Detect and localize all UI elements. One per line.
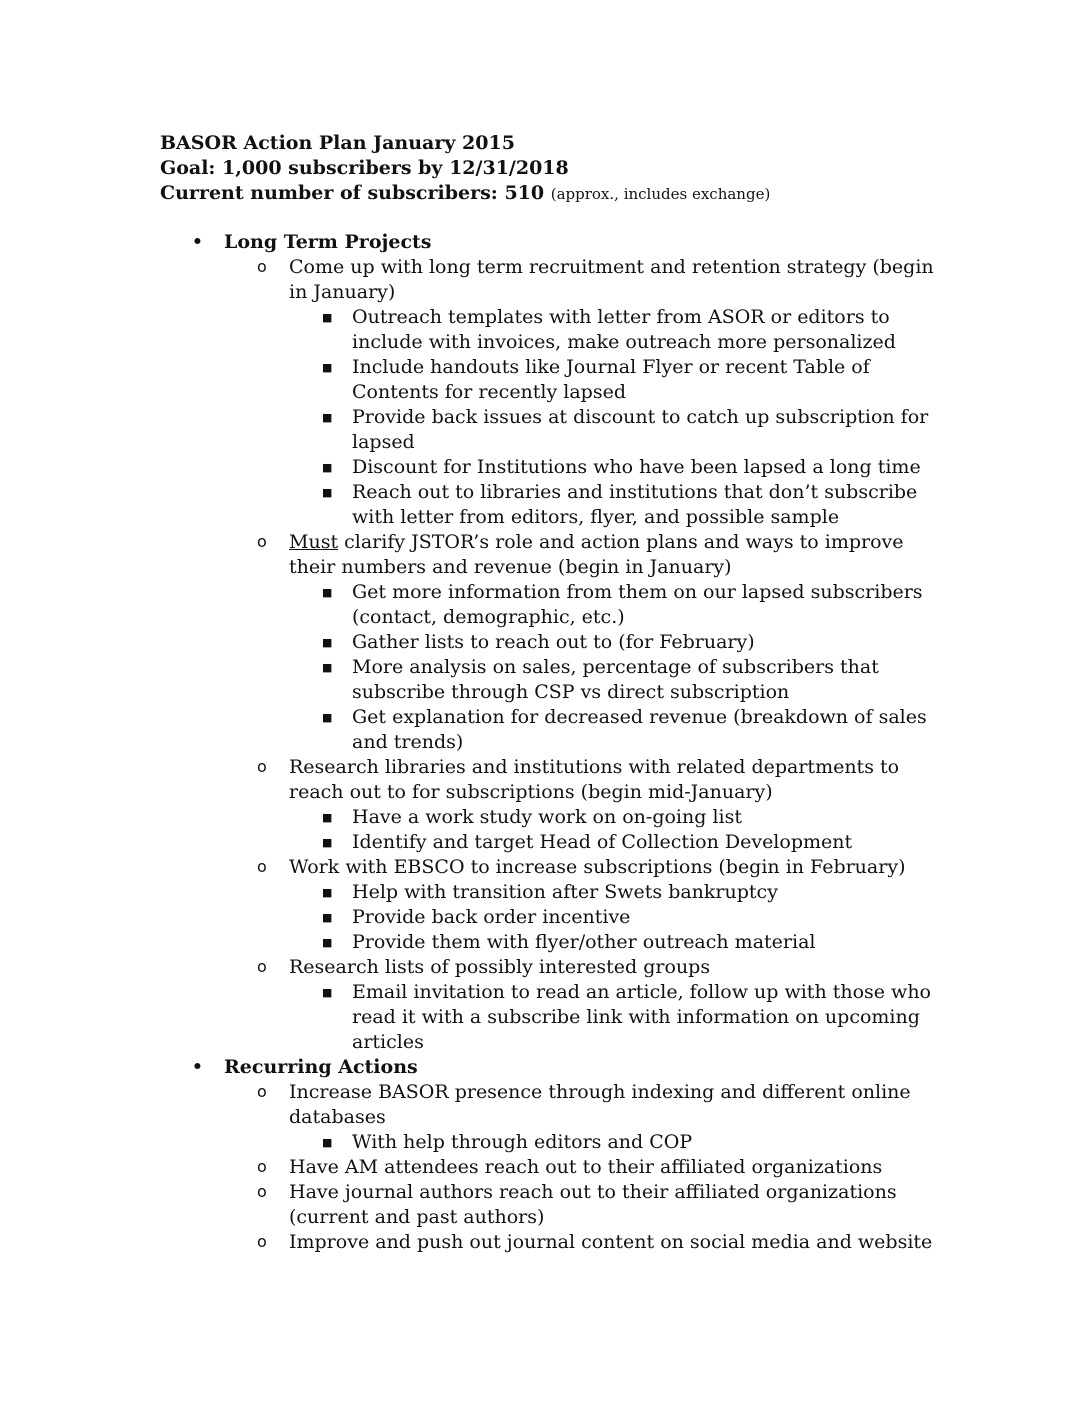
sub-list-item — [0, 905, 937, 930]
circle-marker: o — [257, 757, 267, 776]
sub-list-item-text: Provide back order incentive — [352, 906, 631, 928]
square-marker: ■ — [322, 636, 333, 649]
emphasis-must: Must — [289, 531, 339, 553]
list-item-text: Research lists of possibly interested groups — [289, 956, 711, 978]
sub-list-item-text: Help with transition after Swets bankruptcy — [352, 881, 778, 903]
sub-list-item-text: Email invitation to read an article, follow up with those who read it with a subscribe link with information on upcoming articles — [352, 981, 931, 1053]
sub-list-item — [0, 805, 937, 830]
sub-list-item — [0, 930, 937, 955]
sub-list-item-text: Gather lists to reach out to (for February) — [352, 631, 755, 653]
sub-list-item — [0, 355, 937, 405]
square-marker: ■ — [322, 661, 333, 674]
list-item — [0, 755, 939, 805]
document-title: BASOR Action Plan January 2015 — [160, 132, 515, 154]
circle-marker: o — [257, 1082, 267, 1101]
sub-list-item-text: Discount for Institutions who have been lapsed a long time — [352, 456, 921, 478]
square-marker: ■ — [322, 461, 333, 474]
square-marker: ■ — [322, 486, 333, 499]
square-marker: ■ — [322, 361, 333, 374]
square-marker: ■ — [322, 586, 333, 599]
square-marker: ■ — [322, 836, 333, 849]
sub-list-item-text: Reach out to libraries and institutions that don’t subscribe with letter from editors, flyer, and possible sample — [352, 481, 918, 528]
circle-marker: o — [257, 957, 267, 976]
list-item — [0, 530, 939, 580]
list-item-text: clarify JSTOR’s role and action plans and ways to improve their numbers and revenue (begin in January) — [289, 531, 904, 578]
bullet-marker: • — [192, 232, 203, 252]
goal-line: Goal: 1,000 subscribers by 12/31/2018 — [160, 157, 569, 179]
circle-marker: o — [257, 257, 267, 276]
square-marker: ■ — [322, 711, 333, 724]
section-heading-recurring — [0, 1055, 924, 1080]
action-outline — [0, 230, 1088, 1255]
square-marker: ■ — [322, 886, 333, 899]
list-item-text: Increase BASOR presence through indexing and different online databases — [289, 1081, 911, 1128]
square-marker: ■ — [322, 911, 333, 924]
list-item — [0, 855, 939, 880]
list-item-text: Come up with long term recruitment and retention strategy (begin in January) — [289, 256, 934, 303]
sub-list-item-text: Provide back issues at discount to catch up subscription for lapsed — [352, 406, 929, 453]
list-item-text: Have journal authors reach out to their affiliated organizations (current and past authors) — [289, 1181, 897, 1228]
list-item-text: Research libraries and institutions with related departments to reach out to for subscriptions (begin mid-January) — [289, 756, 900, 803]
sub-list-item — [0, 705, 937, 755]
section-heading-long-term — [0, 230, 924, 255]
section-heading-text: Long Term Projects — [224, 231, 432, 253]
sub-list-item-text: More analysis on sales, percentage of subscribers that subscribe through CSP vs direct subscription — [352, 656, 879, 703]
sub-list-item — [0, 880, 937, 905]
list-item — [0, 955, 939, 980]
sub-list-item — [0, 655, 937, 705]
sub-list-item — [0, 980, 937, 1055]
bullet-marker: • — [192, 1057, 203, 1077]
list-item — [0, 255, 939, 305]
section-heading-text: Recurring Actions — [224, 1056, 418, 1078]
list-item — [0, 1230, 939, 1255]
square-marker: ■ — [322, 311, 333, 324]
sub-list-item — [0, 405, 937, 455]
circle-marker: o — [257, 532, 267, 551]
sub-list-item-text: Outreach templates with letter from ASOR or editors to include with invoices, make outreach more personalized — [352, 306, 896, 353]
list-item — [0, 1180, 939, 1230]
sub-list-item-text: Get more information from them on our lapsed subscribers (contact, demographic, etc.) — [352, 581, 923, 628]
list-item-text: Have AM attendees reach out to their affiliated organizations — [289, 1156, 883, 1178]
sub-list-item-text: Have a work study work on on-going list — [352, 806, 742, 828]
sub-list-item-text: Provide them with flyer/other outreach material — [352, 931, 816, 953]
sub-list-item — [0, 455, 937, 480]
current-subscribers-line — [160, 181, 980, 206]
list-item-text: Work with EBSCO to increase subscriptions (begin in February) — [289, 856, 906, 878]
sub-list-item — [0, 305, 937, 355]
sub-list-item — [0, 1130, 937, 1155]
circle-marker: o — [257, 1157, 267, 1176]
document-header — [160, 131, 980, 206]
sub-list-item — [0, 580, 937, 630]
sub-list-item-text: With help through editors and COP — [352, 1131, 693, 1153]
current-subscribers-label: Current number of subscribers: 510 — [160, 182, 545, 204]
square-marker: ■ — [322, 986, 333, 999]
sub-list-item-text: Include handouts like Journal Flyer or recent Table of Contents for recently lapsed — [352, 356, 870, 403]
sub-list-item-text: Identify and target Head of Collection Development — [352, 831, 853, 853]
current-subscribers-note: (approx., includes exchange) — [550, 185, 771, 203]
square-marker: ■ — [322, 811, 333, 824]
circle-marker: o — [257, 857, 267, 876]
sub-list-item — [0, 830, 937, 855]
list-item — [0, 1080, 939, 1130]
circle-marker: o — [257, 1182, 267, 1201]
sub-list-item — [0, 480, 937, 530]
list-item-text: Improve and push out journal content on social media and website — [289, 1231, 933, 1253]
sub-list-item-text: Get explanation for decreased revenue (breakdown of sales and trends) — [352, 706, 927, 753]
square-marker: ■ — [322, 1136, 333, 1149]
circle-marker: o — [257, 1232, 267, 1251]
list-item — [0, 1155, 939, 1180]
sub-list-item — [0, 630, 937, 655]
square-marker: ■ — [322, 936, 333, 949]
square-marker: ■ — [322, 411, 333, 424]
